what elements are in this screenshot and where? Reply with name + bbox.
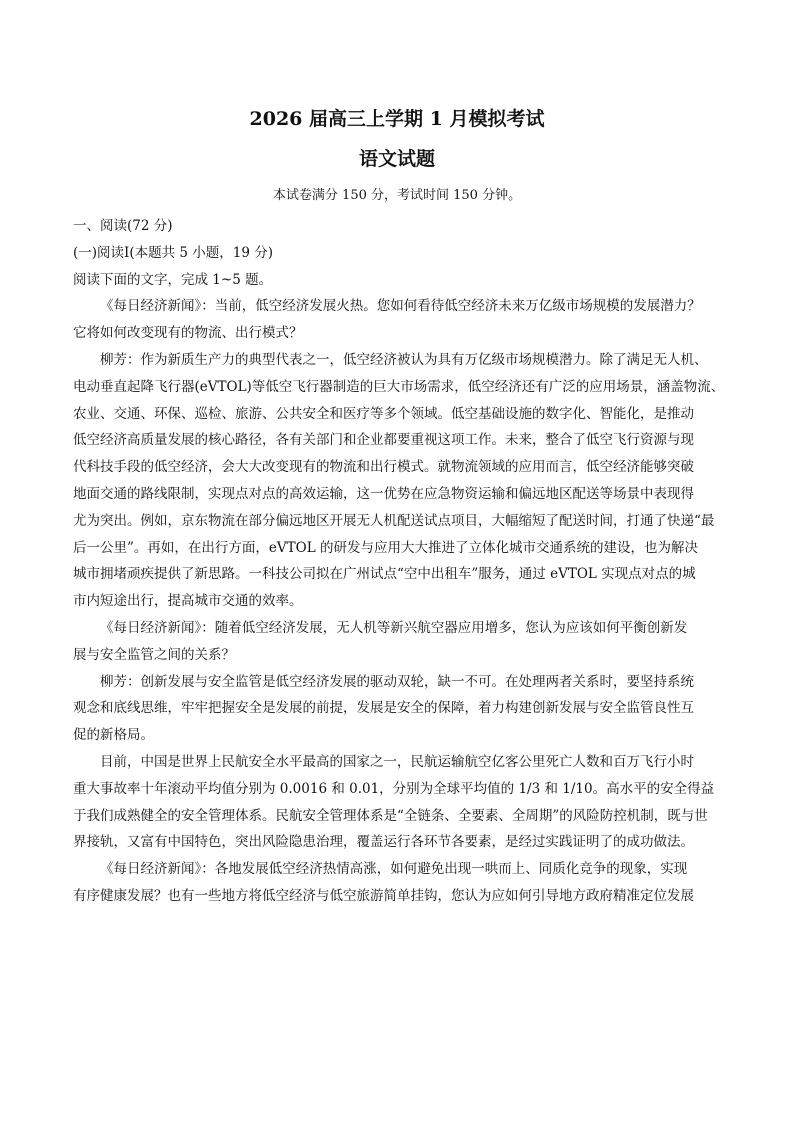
exam-note: 本试卷满分 150 分，考试时间 150 分钟。: [272, 188, 522, 203]
paragraph-line: 城市拥堵顽疾提供了新思路。一科技公司拟在广州试点“空中出租车”服务，通过 eVTOL 实现点对点的城: [73, 566, 696, 583]
paragraph-line: 于我们成熟健全的安全管理体系。民航安全管理体系是“全链条、全要素、全周期”的风险防控机制，既与世: [73, 807, 708, 824]
paragraph-line: 后一公里”。再如，在出行方面，eVTOL 的研发与应用大大推进了立体化城市交通系统的建设，也为解决: [73, 539, 698, 556]
paragraph-line: 柳芳：作为新质生产力的典型代表之一，低空经济被认为具有万亿级市场规模潜力。除了满足无人机、: [100, 351, 708, 368]
paragraph-line: 重大事故率十年滚动平均值分别为 0.0016 和 0.01，分别为全球平均值的 1/3 和 1/10。高水平的安全得益: [73, 780, 715, 797]
paragraph-line: 它将如何改变现有的物流、出行模式？: [73, 325, 303, 342]
paragraph-line: 有序健康发展？也有一些地方将低空经济与低空旅游简单挂钩，您认为应如何引导地方政府精准定位发展: [73, 887, 694, 904]
exam-title: 2026 届高三上学期 1 月模拟考试: [249, 108, 545, 130]
paragraph-line: 促的新格局。: [73, 727, 154, 744]
paragraph-line: 目前，中国是世界上民航安全水平最高的国家之一，民航运输航空亿客公里死亡人数和百万飞行小时: [100, 753, 694, 770]
paragraph-line: 代科技手段的低空经济，会大大改变现有的物流和出行模式。就物流领域的应用而言，低空经济能够突破: [73, 459, 694, 476]
paragraph-line: 尤为突出。例如，京东物流在部分偏远地区开展无人机配送试点项目，大幅缩短了配送时间，打通了快递“最: [73, 512, 715, 529]
reading-instruction: 阅读下面的文字，完成 1~5 题。: [73, 271, 273, 288]
paragraph-line: 市内短途出行，提高城市交通的效率。: [73, 593, 303, 610]
paragraph-line: 农业、交通、环保、巡检、旅游、公共安全和医疗等多个领域。低空基础设施的数字化、智能化，是推动: [73, 405, 694, 422]
paragraph-line: 低空经济高质量发展的核心路径，各有关部门和企业都要重视这项工作。未来，整合了低空飞行资源与现: [73, 432, 694, 449]
paragraph-line: 柳芳：创新发展与安全监管是低空经济发展的驱动双轮，缺一不可。在处理两者关系时，要坚持系统: [100, 673, 694, 690]
exam-content: [73, 213, 737, 910]
paragraph-line: 电动垂直起降飞行器(eVTOL)等低空飞行器制造的巨大市场需求，低空经济还有广泛的应用场景，涵盖物流、: [73, 378, 725, 395]
subsection-heading: (一)阅读Ⅰ(本题共 5 小题，19 分): [73, 244, 274, 261]
paragraph-line: 《每日经济新闻》：随着低空经济发展，无人机等新兴航空器应用增多，您认为应该如何平衡创新发: [100, 619, 688, 636]
section-heading: 一、阅读(72 分): [73, 218, 173, 234]
paragraph-line: 展与安全监管之间的关系？: [73, 646, 235, 663]
paragraph-line: 地面交通的路线限制，实现点对点的高效运输，这一优势在应急物资运输和偏远地区配送等场景中表现得: [73, 485, 694, 502]
paragraph-line: 观念和底线思维，牢牢把握安全是发展的前提，发展是安全的保障，着力构建创新发展与安全监管良性互: [73, 700, 694, 717]
paragraph-line: 《每日经济新闻》：各地发展低空经济热情高涨，如何避免出现一哄而上、同质化竞争的现象，实现: [100, 861, 688, 878]
paragraph-line: 界接轨，又富有中国特色，突出风险隐患治理，覆盖运行各环节各要素，是经过实践证明了的成功做法。: [73, 834, 694, 851]
exam-subtitle: 语文试题: [358, 148, 435, 170]
paragraph-line: 《每日经济新闻》：当前，低空经济发展火热。您如何看待低空经济未来万亿级市场规模的发展潜力？: [100, 298, 701, 315]
